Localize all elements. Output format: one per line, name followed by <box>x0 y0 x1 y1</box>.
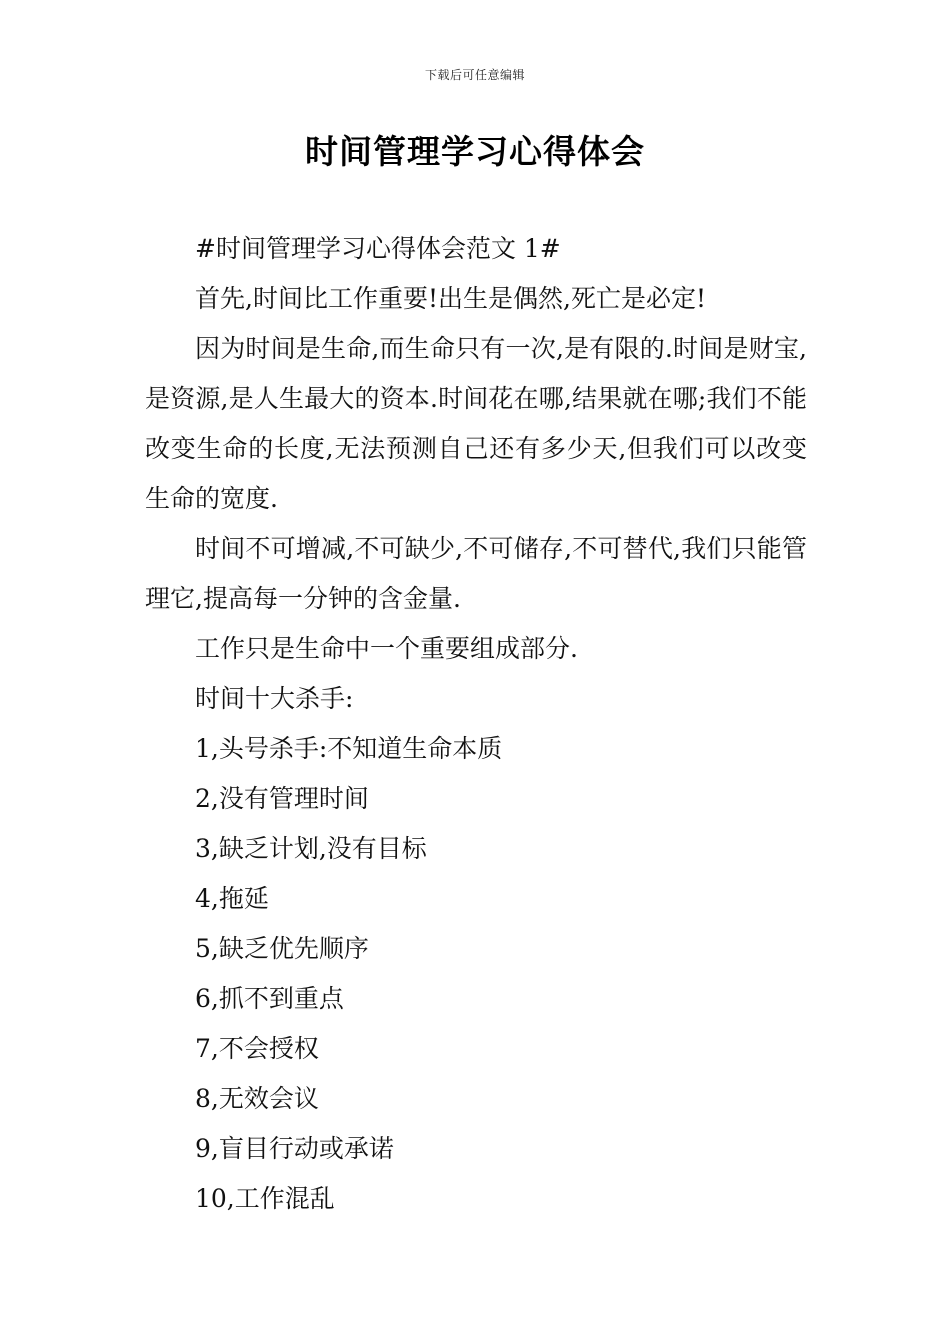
list-item: 3,缺乏计划,没有目标 <box>195 834 427 863</box>
time-killers-list <box>145 724 807 1224</box>
download-note: 下载后可任意编辑 <box>424 68 525 82</box>
paragraph: 工作只是生命中一个重要组成部分. <box>195 634 578 663</box>
list-item: 4,拖延 <box>195 884 269 913</box>
list-item: 8,无效会议 <box>195 1084 319 1113</box>
section-heading: #时间管理学习心得体会范文 1# <box>195 234 561 263</box>
paragraph: 首先,时间比工作重要!出生是偶然,死亡是必定! <box>195 284 706 313</box>
list-item: 5,缺乏优先顺序 <box>195 934 369 963</box>
list-item: 9,盲目行动或承诺 <box>195 1134 394 1163</box>
paragraph: 时间不可增减,不可缺少,不可储存,不可替代,我们只能管理它,提高每一分钟的含金量. <box>145 534 807 613</box>
document-title: 时间管理学习心得体会 <box>305 132 645 171</box>
list-item: 6,抓不到重点 <box>195 984 344 1013</box>
paragraph: 因为时间是生命,而生命只有一次,是有限的.时间是财宝,是资源,是人生最大的资本.时间花在哪,结果就在哪;我们不能改变生命的长度,无法预测自己还有多少天,但我们可以改变生命的宽度. <box>145 334 807 513</box>
list-item: 2,没有管理时间 <box>195 784 369 813</box>
list-item: 10,工作混乱 <box>195 1184 335 1213</box>
list-item: 1,头号杀手:不知道生命本质 <box>195 734 503 763</box>
list-item: 7,不会授权 <box>195 1034 319 1063</box>
document-body <box>145 224 807 1224</box>
list-heading: 时间十大杀手: <box>195 684 354 713</box>
